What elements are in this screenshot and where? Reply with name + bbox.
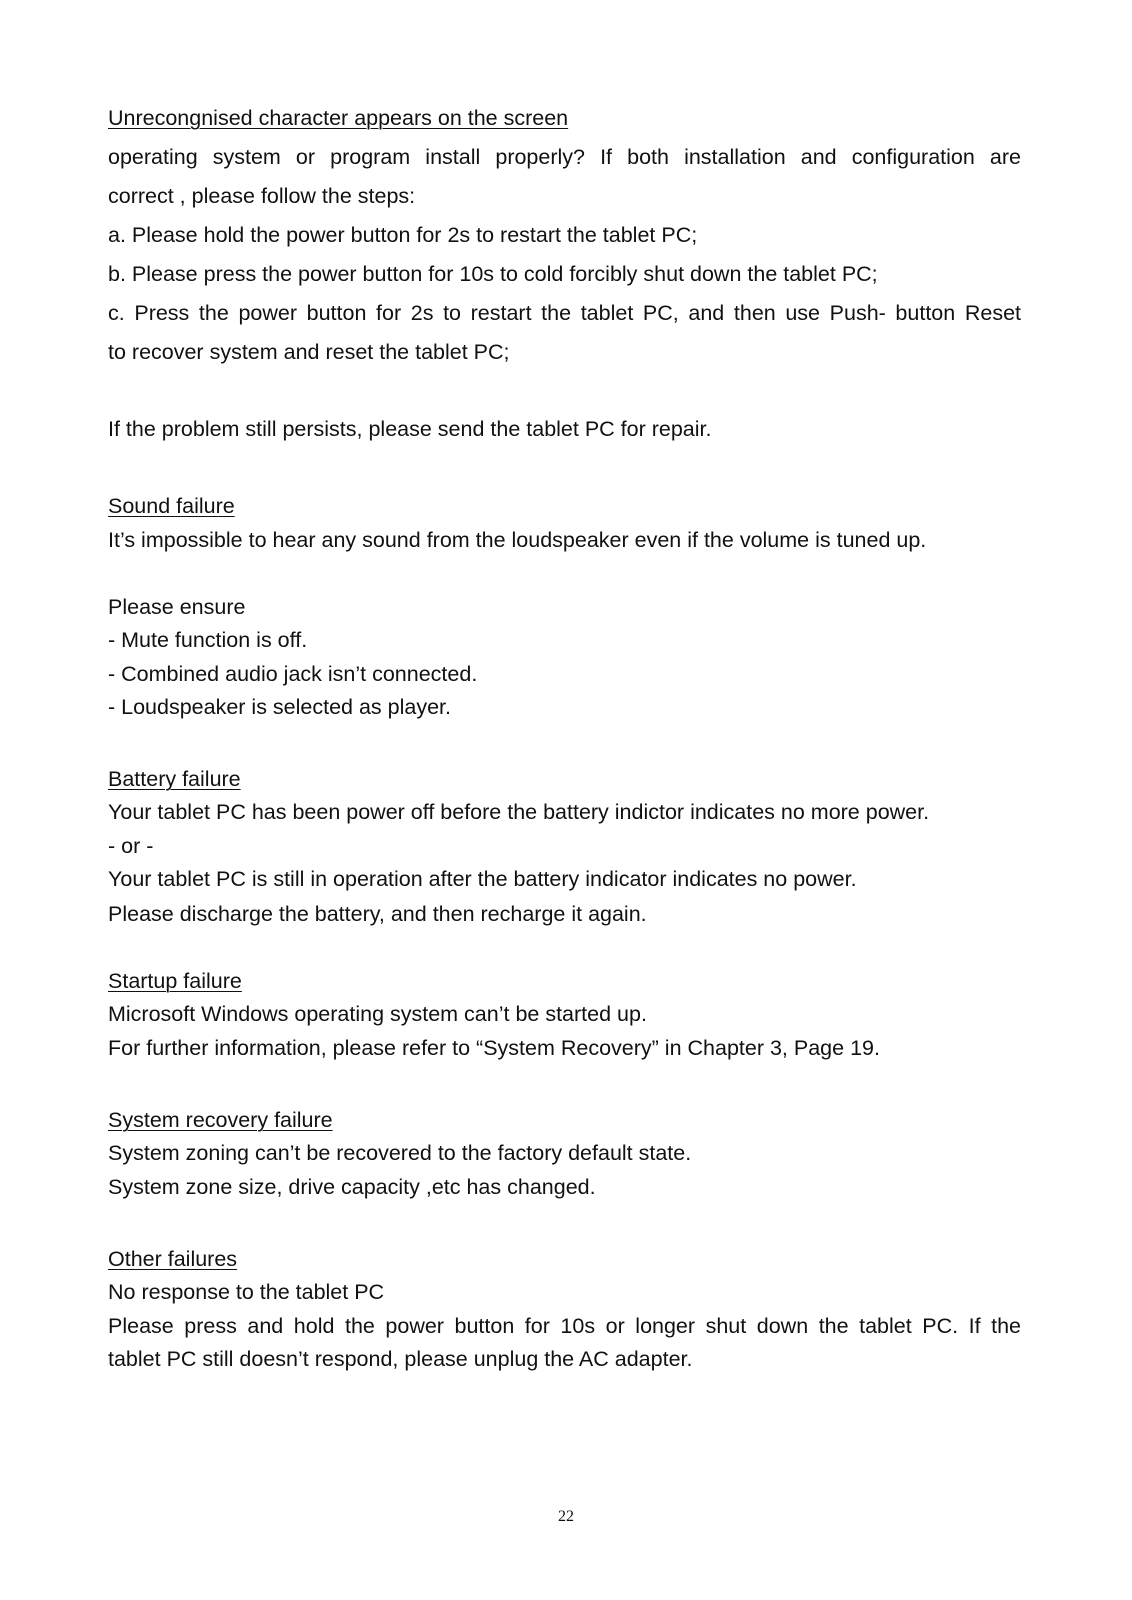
battery-line: Please discharge the battery, and then recharge it again. [108,902,647,926]
sound-description: It’s impossible to hear any sound from the loudspeaker even if the volume is tuned up. [108,528,927,552]
other-line: tablet PC still doesn’t respond, please unplug the AC adapter. [108,1347,693,1371]
battery-line: Your tablet PC has been power off before the battery indictor indicates no more power. [108,800,930,824]
list-item: - Mute function is off. [108,628,308,652]
section-heading-system-recovery-failure: System recovery failure [108,1108,333,1132]
other-line: No response to the tablet PC [108,1280,385,1304]
section-heading-battery-failure: Battery failure [108,767,241,791]
paragraph-line: correct , please follow the steps: [108,184,416,208]
list-item: - Combined audio jack isn’t connected. [108,662,478,686]
battery-line: Your tablet PC is still in operation after the battery indicator indicates no power. [108,867,857,891]
recovery-line: System zone size, drive capacity ,etc has changed. [108,1175,596,1199]
section-heading-other-failures: Other failures [108,1247,238,1271]
section-heading-startup-failure: Startup failure [108,969,242,993]
section-heading-unrecognised-character: Unrecongnised character appears on the screen [108,106,569,130]
recovery-line: System zoning can’t be recovered to the factory default state. [108,1141,692,1165]
sound-ensure-label: Please ensure [108,595,246,619]
page-number: 22 [558,1508,574,1525]
other-line: Please press and hold the power button for 10s or longer shut down the tablet PC. If the [108,1314,1021,1338]
step-c: c. Press the power button for 2s to restart the tablet PC, and then use Push- button Reset [108,301,1021,325]
startup-line: Microsoft Windows operating system can’t be started up. [108,1002,647,1026]
repair-note: If the problem still persists, please send the tablet PC for repair. [108,417,712,441]
step-b: b. Please press the power button for 10s to cold forcibly shut down the tablet PC; [108,262,878,286]
startup-line: For further information, please refer to “System Recovery” in Chapter 3, Page 19. [108,1036,880,1060]
step-c-continued: to recover system and reset the tablet PC; [108,340,510,364]
list-item: - Loudspeaker is selected as player. [108,695,452,719]
section-heading-sound-failure: Sound failure [108,494,235,518]
paragraph-line: operating system or program install properly? If both installation and configuration are [108,145,1021,169]
battery-or: - or - [108,834,154,858]
step-a: a. Please hold the power button for 2s to restart the tablet PC; [108,223,698,247]
